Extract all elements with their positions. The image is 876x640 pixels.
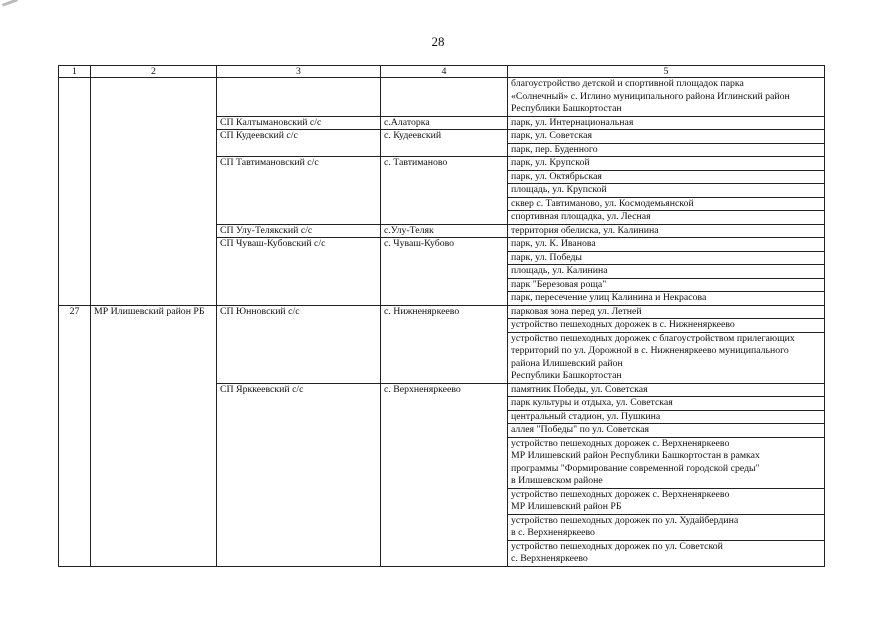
improvement-object: аллея "Победы" по ул. Советская bbox=[508, 424, 825, 438]
locality-name: с. Чуваш-Кубово bbox=[381, 238, 508, 306]
improvement-object: устройство пешеходных дорожек по ул. Советской с. Верхненяркеево bbox=[508, 540, 825, 566]
district-name bbox=[91, 78, 217, 306]
row-number: 27 bbox=[59, 305, 91, 566]
locality-name bbox=[381, 78, 508, 117]
column-header: 3 bbox=[217, 66, 381, 78]
settlement-name: СП Ярккеевский с/с bbox=[217, 383, 381, 566]
settlement-name: СП Чуваш-Кубовский с/с bbox=[217, 238, 381, 306]
improvement-object: парк, ул. Советская bbox=[508, 130, 825, 144]
row-number bbox=[59, 78, 91, 306]
improvement-object: парк, ул. Победы bbox=[508, 251, 825, 265]
column-header: 4 bbox=[381, 66, 508, 78]
improvement-object: парковая зона перед ул. Летней bbox=[508, 305, 825, 319]
improvement-object: парк, ул. Октябрьская bbox=[508, 170, 825, 184]
improvement-object: сквер с. Тавтиманово, ул. Космодемьянской bbox=[508, 197, 825, 211]
improvement-object: устройство пешеходных дорожек с. Верхненяркеево МР Илишевский район РБ bbox=[508, 488, 825, 514]
column-header: 2 bbox=[91, 66, 217, 78]
settlement-name: СП Юнновский с/с bbox=[217, 305, 381, 383]
improvement-object: парк культуры и отдыха, ул. Советская bbox=[508, 397, 825, 411]
improvement-object: парк, ул. К. Иванова bbox=[508, 238, 825, 252]
improvement-object: устройство пешеходных дорожек в с. Нижненяркеево bbox=[508, 319, 825, 333]
improvement-object: парк, пересечение улиц Калинина и Некрасова bbox=[508, 292, 825, 306]
page-number: 28 bbox=[431, 34, 445, 49]
column-number-row bbox=[59, 66, 825, 78]
locality-name: с. Тавтиманово bbox=[381, 157, 508, 225]
locality-name: с. Кудеевский bbox=[381, 130, 508, 157]
settlement-name: СП Улу-Телякский с/с bbox=[217, 224, 381, 238]
district-name: МР Илишевский район РБ bbox=[91, 305, 217, 566]
table-row bbox=[59, 305, 825, 319]
improvement-object: парк "Березовая роща" bbox=[508, 278, 825, 292]
locality-name: с. Верхненяркеево bbox=[381, 383, 508, 566]
improvement-object: площадь, ул. Крупской bbox=[508, 184, 825, 198]
improvement-object: устройство пешеходных дорожек с. Верхненяркеево МР Илишевский район Республики Башкортостан в рамках программы "Формирование современной городской среды" в Илишевском районе bbox=[508, 437, 825, 488]
locality-name: с.Улу-Теляк bbox=[381, 224, 508, 238]
scan-speck bbox=[2, 0, 18, 7]
improvement-object: площадь, ул. Калинина bbox=[508, 265, 825, 279]
improvement-object: территория обелиска, ул. Калинина bbox=[508, 224, 825, 238]
improvement-object: парк, ул. Интернациональная bbox=[508, 116, 825, 130]
improvement-object: парк, ул. Крупской bbox=[508, 157, 825, 171]
locality-name: с.Алаторка bbox=[381, 116, 508, 130]
table-body bbox=[59, 78, 825, 567]
settlement-name: СП Тавтимановский с/с bbox=[217, 157, 381, 225]
column-header: 1 bbox=[59, 66, 91, 78]
improvement-object: устройство пешеходных дорожек по ул. Худайбердина в с. Верхненяркеево bbox=[508, 514, 825, 540]
column-header: 5 bbox=[508, 66, 825, 78]
table-row bbox=[59, 78, 825, 117]
settlement-name: СП Кудеевский с/с bbox=[217, 130, 381, 157]
improvement-object: спортивная площадка, ул. Лесная bbox=[508, 211, 825, 225]
improvement-object: центральный стадион, ул. Пушкина bbox=[508, 410, 825, 424]
register-table bbox=[58, 65, 825, 567]
settlement-name: СП Калтымановский с/с bbox=[217, 116, 381, 130]
improvement-object: устройство пешеходных дорожек с благоустройством прилегающих территорий по ул. Дорожной в с. Нижненяркеево муниципального района Илишевский район Республики Башкортостан bbox=[508, 332, 825, 383]
settlement-name bbox=[217, 78, 381, 117]
improvement-object: памятник Победы, ул. Советская bbox=[508, 383, 825, 397]
improvement-object: благоустройство детской и спортивной площадок парка «Солнечный» с. Иглино муниципального района Иглинский район Республики Башкортостан bbox=[508, 78, 825, 117]
locality-name: с. Нижненяркеево bbox=[381, 305, 508, 383]
improvement-object: парк, пер. Буденного bbox=[508, 143, 825, 157]
